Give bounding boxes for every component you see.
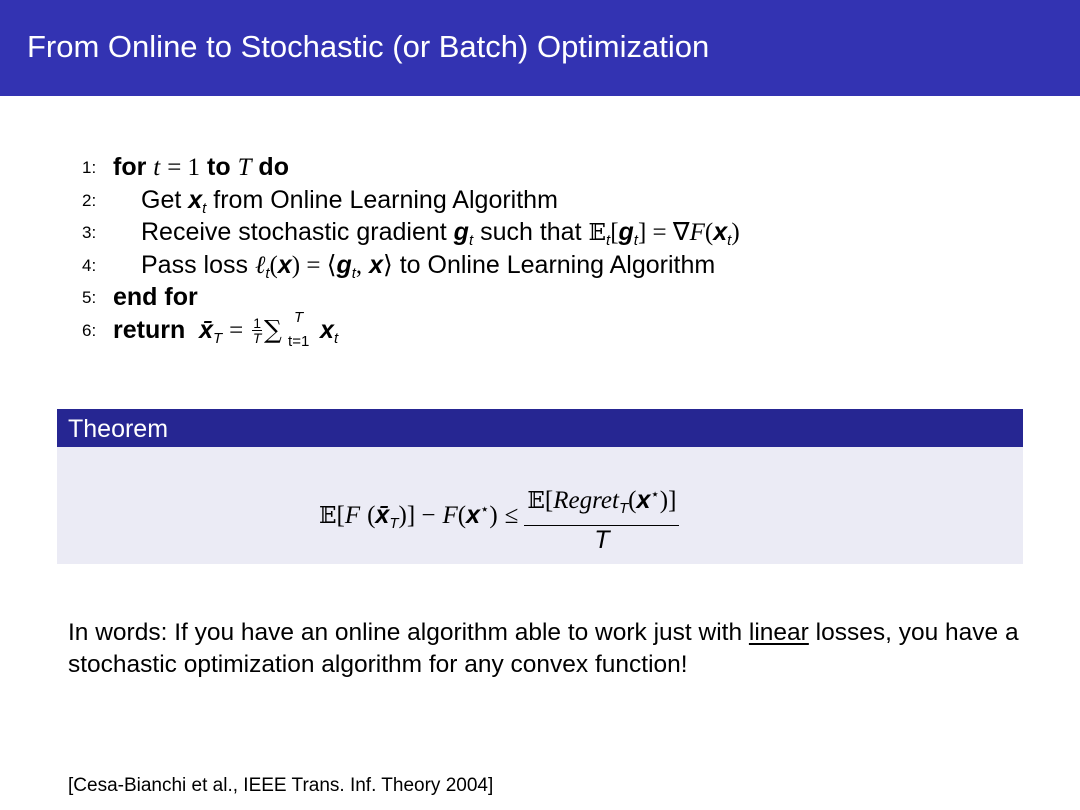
bracket: [ — [544, 487, 554, 514]
keyword-for: for — [113, 153, 147, 181]
keyword-return: return — [113, 315, 186, 344]
in-words-paragraph — [68, 617, 1028, 681]
subscript: T — [213, 329, 223, 347]
theorem-body — [57, 447, 1023, 564]
text: from Online Learning Algorithm — [213, 185, 558, 214]
keyword-to: to — [207, 153, 231, 181]
algorithm-line-1 — [82, 151, 1022, 184]
algorithm-line-5 — [82, 281, 1022, 314]
text: Pass loss — [141, 250, 248, 279]
expectation-symbol: 𝔼 — [588, 220, 607, 246]
text: Get — [141, 185, 182, 214]
sum-upper-limit: T — [294, 308, 304, 326]
text: Receive stochastic gradient — [141, 218, 447, 246]
var-ell: ℓ — [254, 251, 266, 279]
var-g: g — [453, 218, 469, 246]
paren: ( — [269, 251, 278, 279]
paren: ( — [367, 502, 376, 529]
line-number: 2: — [82, 190, 97, 210]
subscript: t — [351, 264, 356, 282]
bracket: [ — [610, 219, 619, 246]
bracket: [ — [336, 502, 345, 529]
var-F: F — [344, 502, 361, 529]
paren: ) — [489, 502, 498, 529]
theorem-header — [57, 409, 1023, 447]
text: such that — [480, 218, 582, 246]
algorithm-line-3 — [82, 216, 1022, 249]
paren-minus: )] − — [398, 502, 436, 529]
text: losses, you have a stochastic optimization algorithm for any convex function! — [68, 619, 1019, 678]
formula-lhs — [319, 495, 518, 539]
rangle: ⟩ — [383, 251, 393, 279]
var-F: F — [442, 502, 458, 529]
var-x: x — [466, 501, 480, 529]
subscript: T — [618, 500, 629, 517]
line-number: 5: — [82, 288, 97, 307]
paren: ( — [628, 487, 637, 514]
theorem-title: Theorem — [68, 415, 169, 443]
algorithm-block — [82, 151, 1022, 350]
subscript: t — [333, 329, 339, 347]
leq: ≤ — [504, 502, 519, 529]
fraction-one-over-T — [252, 316, 262, 345]
paren-equals-langle: ) = ⟨ — [291, 251, 337, 279]
line-number: 4: — [82, 255, 97, 275]
var-g: g — [336, 250, 352, 279]
var-T: T — [237, 154, 252, 181]
var-x: x — [636, 486, 651, 514]
var-xbar: x̄ — [375, 501, 390, 529]
var-g: g — [618, 218, 634, 246]
subscript: t — [727, 232, 732, 249]
var-x: x — [188, 185, 203, 214]
comma: , — [355, 251, 363, 279]
subscript: t — [606, 232, 611, 249]
regret-fraction — [524, 480, 679, 554]
fraction-numerator — [524, 480, 679, 526]
text: In words: If you have an online algorithm able to work just with — [68, 619, 749, 646]
line-number: 6: — [82, 320, 97, 340]
algorithm-line-2 — [82, 184, 1022, 217]
underlined-word: linear — [748, 619, 809, 646]
algorithm-line-4 — [82, 249, 1022, 282]
algorithm-line-6 — [82, 308, 1022, 350]
keyword-end-for: end for — [113, 283, 198, 311]
var-x: x — [277, 250, 292, 279]
var-F: F — [689, 219, 705, 246]
superscript-star: ⋆ — [650, 486, 660, 503]
var-xbar: x̄ — [199, 315, 214, 344]
line-number: 3: — [82, 223, 97, 242]
var-t: t — [153, 154, 161, 181]
var-x: x — [369, 250, 384, 279]
summation — [264, 308, 320, 350]
subscript: T — [389, 515, 399, 532]
text: to Online Learning Algorithm — [399, 250, 716, 279]
paren: ) — [731, 219, 740, 246]
sum-lower-limit: t=1 — [288, 332, 310, 350]
paren: ( — [704, 219, 714, 246]
fraction-numerator: 1 — [253, 315, 262, 332]
theorem-formula — [319, 480, 679, 554]
var-x: x — [713, 218, 728, 246]
superscript-star: ⋆ — [479, 501, 490, 518]
equals: = — [229, 316, 244, 344]
citation: [Cesa-Bianchi et al., IEEE Trans. Inf. Theory 2004] — [68, 775, 494, 796]
keyword-do: do — [258, 153, 289, 181]
slide-header — [0, 0, 1080, 96]
sum-symbol: ∑ — [264, 314, 282, 344]
equals-one: = 1 — [167, 154, 201, 181]
expectation-symbol: 𝔼 — [527, 488, 545, 514]
fraction-denominator: T — [594, 526, 610, 554]
fraction-denominator: T — [252, 330, 262, 347]
subscript: t — [265, 264, 270, 282]
subscript: t — [468, 232, 474, 249]
subscript: t — [202, 199, 207, 217]
subscript: t — [633, 232, 638, 249]
bracket-equals-nabla: ] = ∇ — [637, 219, 690, 246]
expectation-symbol: 𝔼 — [319, 503, 337, 529]
bracket: )] — [659, 487, 677, 514]
regret-label: Regret — [553, 487, 619, 514]
var-x: x — [320, 315, 334, 344]
paren: ( — [457, 502, 467, 529]
slide-title: From Online to Stochastic (or Batch) Optimization — [27, 29, 710, 64]
line-number: 1: — [82, 158, 97, 177]
